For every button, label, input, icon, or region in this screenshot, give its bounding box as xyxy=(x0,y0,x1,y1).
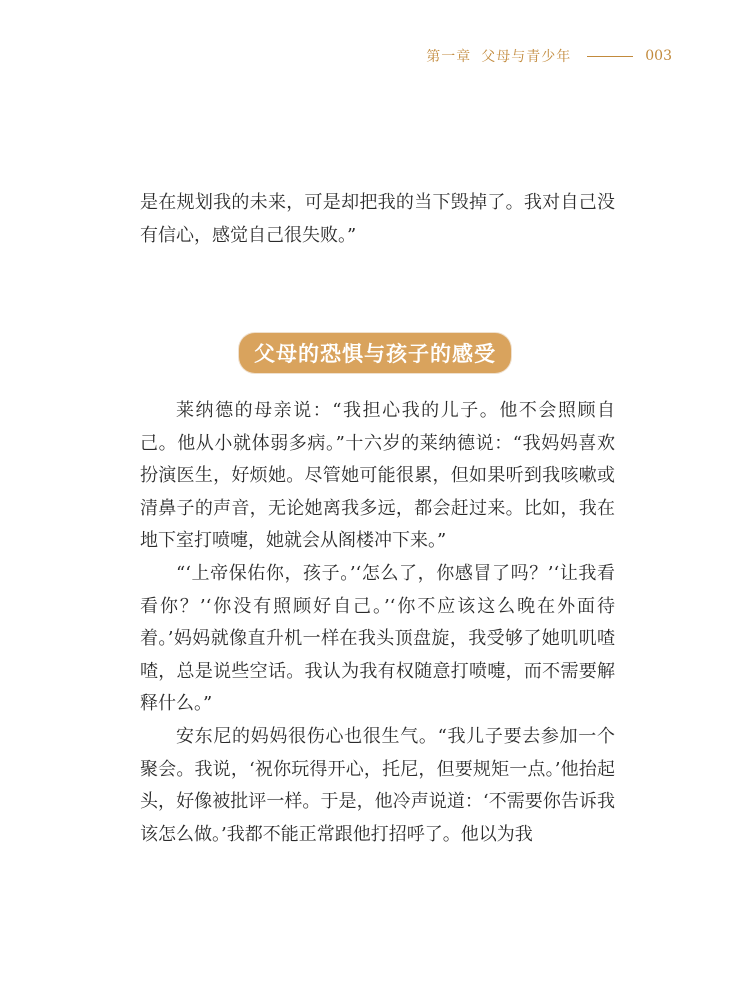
paragraph-3: 安东尼的妈妈很伤心也很生气。“我儿子要去参加一个聚会。我说，‘祝你玩得开心，托尼，但要规矩一点。’他抬起头，好像被批评一样。于是，他冷声说道：‘不需要你告诉我该怎么做。’我都不能正常跟他打招呼了。他以为我 xyxy=(140,725,615,845)
paragraph-2: “‘上帝保佑你，孩子。’‘怎么了，你感冒了吗？’‘让我看看你？’‘你没有照顾好自己。’‘你不应该这么晚在外面待着。’妈妈就像直升机一样在我头顶盘旋，我受够了她叽叽喳喳，总是说些空话。我认为我有权随意打喷嚏，而不需要解释什么。” xyxy=(140,562,615,715)
paragraph-1: 莱纳德的母亲说：“我担心我的儿子。他不会照顾自己。他从小就体弱多病。”十六岁的莱纳德说：“我妈妈喜欢扮演医生，好烦她。尽管她可能很累，但如果听到我咳嗽或清鼻子的声音，无论她离我多远，都会赶过来。比如，我在地下室打喷嚏，她就会从阁楼冲下来。” xyxy=(140,400,615,552)
page-number: 003 xyxy=(645,48,672,64)
continuation-text xyxy=(140,187,615,252)
main-text xyxy=(140,395,615,851)
chapter-title: 父母与青少年 xyxy=(481,49,572,65)
continuation-paragraph: 是在规划我的未来，可是却把我的当下毁掉了。我对自己没有信心，感觉自己很失败。” xyxy=(140,192,615,246)
chapter-number: 第一章 xyxy=(426,49,472,65)
header-rule xyxy=(587,56,633,57)
running-header xyxy=(426,46,672,66)
section-heading: 父母的恐惧与孩子的感受 xyxy=(239,333,511,373)
